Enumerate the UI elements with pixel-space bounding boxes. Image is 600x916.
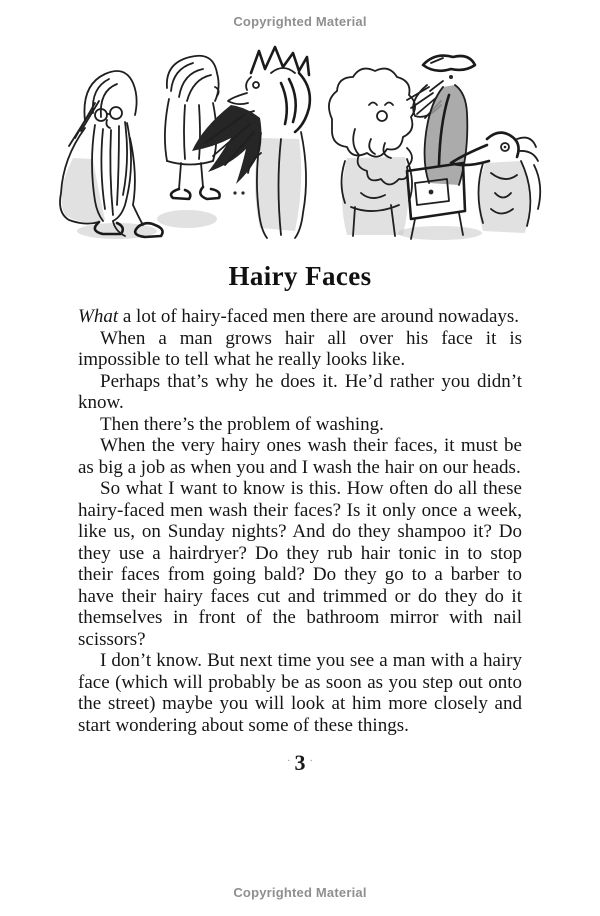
page-number-dot-left: · — [287, 756, 291, 767]
lead-word-italic: What — [78, 306, 119, 327]
body-text — [78, 306, 522, 736]
wash-ground-f2 — [157, 210, 217, 228]
paragraph: Perhaps that’s why he does it. He’d rather you didn’t know. — [78, 370, 522, 413]
page-number-dot-right: · — [309, 756, 313, 767]
paragraph: When the very hairy ones wash their faces, it must be as big a job as when you and I wash the hair on our heads. — [78, 435, 522, 478]
copyright-banner-bottom: Copyrighted Material — [233, 885, 367, 900]
page-number-value: 3 — [294, 750, 306, 775]
chapter-title: Hairy Faces — [228, 261, 372, 291]
paragraph — [78, 306, 522, 328]
hairy-men-illustration — [55, 43, 545, 243]
paragraph: Then there’s the problem of washing. — [100, 413, 384, 435]
figure-cap-crate — [407, 56, 475, 239]
paragraph-text: a lot of hairy-faced men there are around nowadays. — [118, 306, 520, 327]
paragraph: So what I want to know is this. How often do all these hairy-faced men wash their faces? Is it only once a week, like us, on Sunday nights? And do they shampoo it? Do they use a hairdryer? Do they rub hair tonic in to stop their faces from going bald? Do they go to a barber to have their hairy faces cut and trimmed or do they do it themselves in front of the bathroom mirror with nail scissors? — [78, 478, 522, 650]
page-number — [0, 750, 600, 776]
hairy-men-drawing — [55, 43, 545, 243]
wash-dark-coat — [425, 85, 468, 185]
paragraph: When a man grows hair all over his face it is impossible to tell what he really looks like. — [78, 327, 522, 370]
wash-body-f4 — [342, 157, 409, 235]
paragraph: I don’t know. But next time you see a man with a hairy face (which will probably be as soon as you step out onto the street) maybe you will look at him more closely and start wondering about some of these things. — [78, 650, 522, 736]
copyright-banner-top: Copyrighted Material — [233, 14, 367, 29]
